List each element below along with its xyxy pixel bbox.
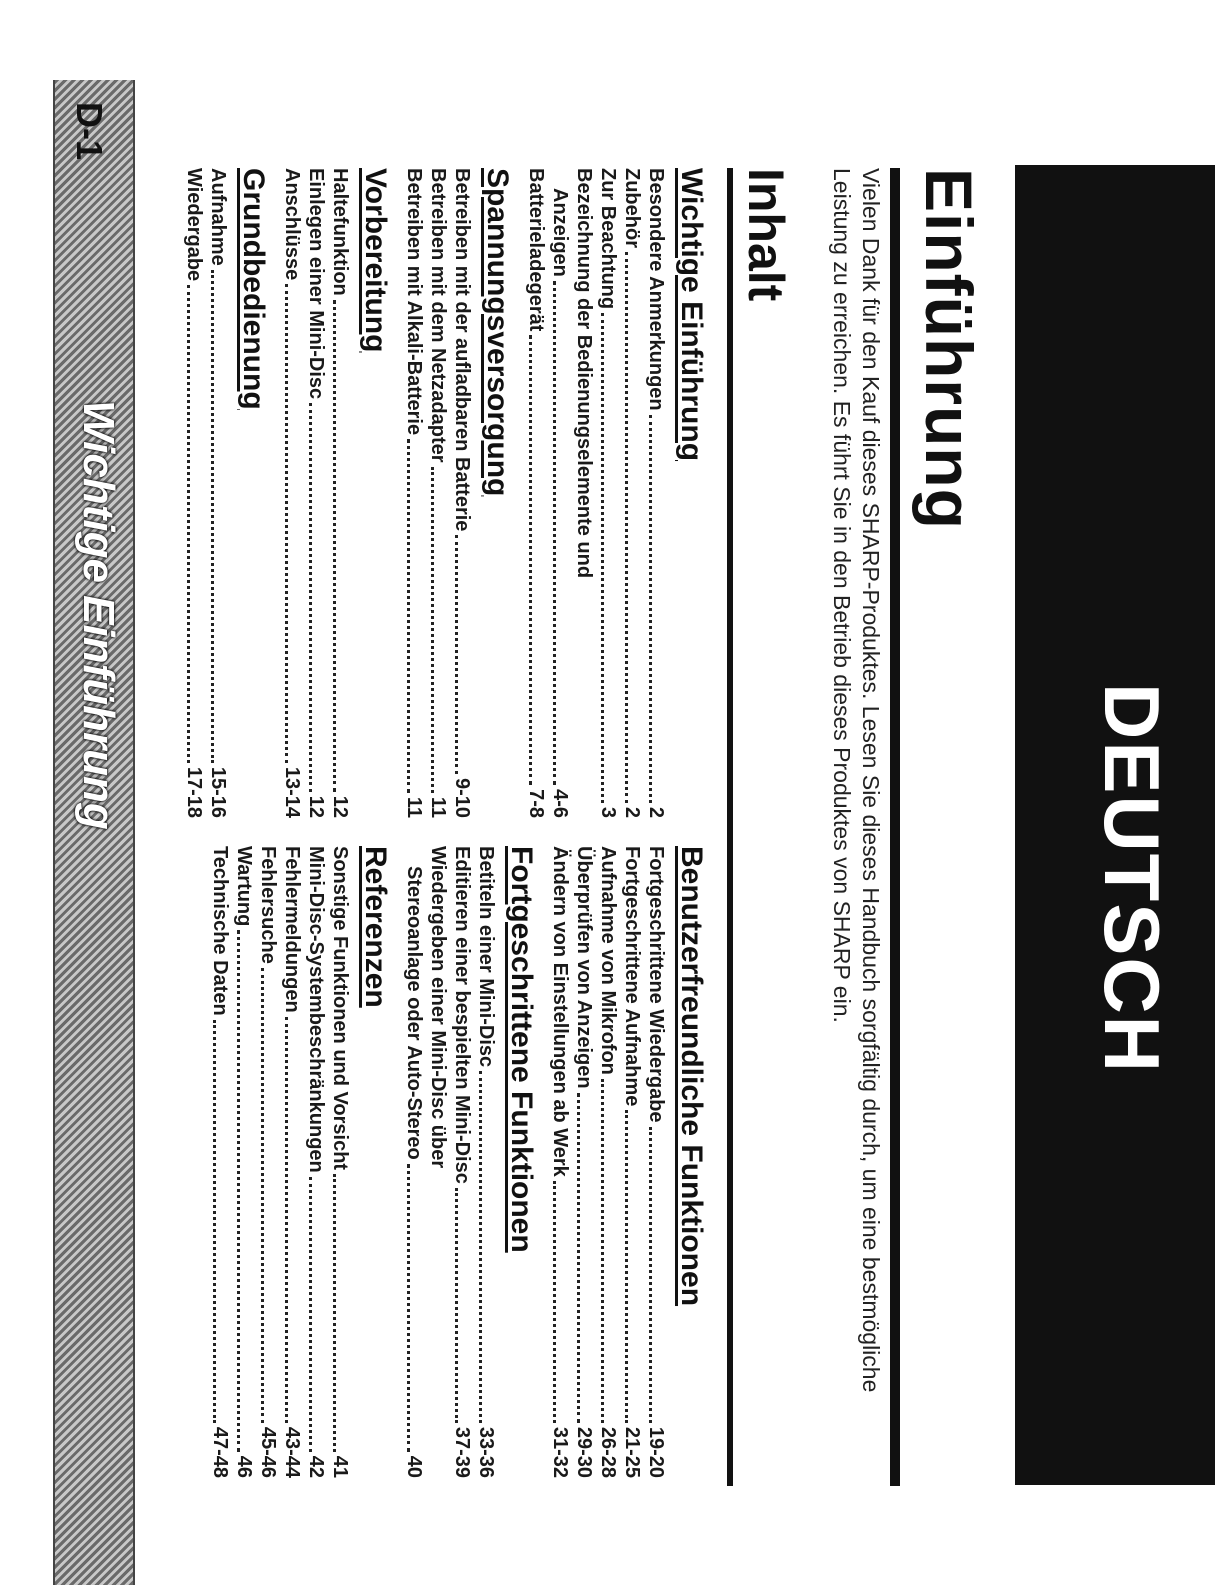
toc-entry-pages: 11 (403, 796, 425, 818)
leader-dots (407, 1164, 410, 1452)
leader-dots (455, 535, 458, 774)
leader-dots (285, 1017, 288, 1423)
leader-dots (625, 252, 628, 803)
leader-dots (649, 1127, 652, 1423)
toc-entry-label: Stereoanlage oder Auto-Stereo (403, 866, 425, 1160)
toc-entry (208, 846, 232, 1478)
toc-entry-label: Editieren einer bespielten Mini-Disc (451, 846, 473, 1184)
chapter-title: Wichtige Einführung (74, 400, 123, 830)
leader-dots (529, 335, 532, 785)
toc-section-heading: Vorbereitung (359, 168, 392, 353)
leader-dots (213, 1020, 216, 1423)
toc-section (402, 846, 538, 1478)
toc-entry (596, 168, 620, 818)
toc-entry-pages: 43-44 (281, 1426, 303, 1478)
toc-entry-pages: 9-10 (451, 777, 473, 818)
toc-entry-label: Anschlüsse (281, 168, 303, 281)
toc-entry (596, 846, 620, 1478)
toc-entry (548, 846, 572, 1478)
toc-entry (328, 846, 352, 1478)
toc-entry-pages: 37-39 (451, 1426, 473, 1478)
toc-entry (572, 846, 596, 1478)
language-label: DEUTSCH (1088, 683, 1176, 1075)
toc-entry-pages: 29-30 (573, 1426, 595, 1478)
toc-entry-pages: 46 (233, 1455, 255, 1478)
toc-entry-label: Überprüfen von Anzeigen (573, 846, 595, 1089)
toc-entry-pages: 41 (329, 1455, 351, 1478)
toc-left-column (172, 168, 710, 818)
leader-dots (309, 403, 312, 792)
toc-entry-pages: 21-25 (621, 1426, 643, 1478)
toc-entry (304, 846, 328, 1478)
page-number: D-1 (69, 102, 110, 161)
toc-section-heading: Fortgeschrittene Funktionen (505, 846, 538, 1253)
toc-section (208, 846, 392, 1478)
toc-section-heading: Wichtige Einführung (675, 168, 708, 462)
toc-entry-label: Fortgeschrittene Wiedergabe (645, 846, 667, 1123)
toc-entry (524, 168, 548, 818)
toc-entry-pages: 13-14 (281, 766, 303, 818)
toc-entry-pages: 19-20 (645, 1426, 667, 1478)
toc-entry (304, 168, 328, 818)
leader-dots (625, 1110, 628, 1422)
toc-entry-pages: 33-36 (475, 1426, 497, 1478)
toc-entry-label: Anzeigen (549, 188, 571, 277)
toc-entry-pages: 11 (427, 796, 449, 818)
toc-entry (644, 168, 668, 818)
toc-section-heading: Spannungsversorgung (481, 168, 514, 497)
leader-dots (333, 1174, 336, 1452)
leader-dots (455, 1188, 458, 1423)
toc-entry-pages: 12 (305, 795, 327, 818)
toc-right-column (198, 846, 710, 1478)
toc-entry-label: Ändern von Einstellungen ab Werk (549, 846, 571, 1177)
leader-dots (309, 1177, 312, 1452)
toc-entry-label: Fehlermeldungen (281, 846, 303, 1013)
chapter-banner (53, 80, 135, 1585)
leader-dots (553, 1181, 556, 1423)
toc-entry-pages: 31-32 (549, 1426, 571, 1478)
toc-entry-pages: 4-6 (549, 789, 571, 818)
toc-entry-pages: 2 (645, 806, 667, 818)
leader-dots (431, 467, 434, 793)
toc-entry-label: Batterieladegerät (525, 168, 547, 332)
toc-entry (644, 846, 668, 1478)
toc-entry-pages: 45-46 (257, 1426, 279, 1478)
leader-dots (577, 1093, 580, 1423)
toc-entry (402, 846, 426, 1478)
toc-entry-label: Besondere Anmerkungen (645, 168, 667, 411)
toc-entry-label: Wiedergabe (183, 168, 205, 282)
toc-divider (727, 168, 733, 1486)
toc-entry (402, 168, 426, 818)
leader-dots (407, 439, 410, 793)
toc-entry-pages: 42 (305, 1455, 327, 1478)
toc-section-heading: Benutzerfreundliche Funktionen (675, 846, 708, 1307)
intro-text: Vielen Dank für den Kauf dieses SHARP-Produktes. Lesen Sie dieses Handbuch sorgfältig durch, um eine bestmögliche Leistung zu erreichen. Es führt Sie in den Betrieb dieses Produktes von SHARP ein. (829, 168, 884, 1393)
toc-entry-label: Mini-Disc-Systembeschränkungen (305, 846, 327, 1173)
toc-entry-label: Aufnahme von Mikrofon (597, 846, 619, 1075)
leader-dots (261, 968, 264, 1423)
toc-entry-pages: 15-16 (207, 766, 229, 818)
leader-dots (237, 930, 240, 1451)
toc-entry-pages: 3 (597, 806, 619, 818)
toc-section (548, 846, 708, 1478)
toc-entry-label: Betreiben mit der aufladbaren Batterie (451, 168, 473, 532)
toc-entry-label: Aufnahme (207, 168, 229, 266)
language-banner (1015, 165, 1215, 1485)
toc-entry-label: Fortgeschrittene Aufnahme (621, 846, 643, 1107)
leader-dots (553, 281, 556, 785)
toc-entry (280, 846, 304, 1478)
toc-section (402, 168, 514, 818)
toc-entry (450, 846, 474, 1478)
toc-entry-pages: 2 (621, 806, 643, 818)
intro-title: Einführung (912, 168, 986, 530)
toc-entry-label: Betiteln einer Mini-Disc (475, 846, 497, 1068)
toc-entry-pages: 47-48 (209, 1426, 231, 1478)
leader-dots (649, 415, 652, 803)
leader-dots (187, 285, 190, 763)
toc-entry (426, 168, 450, 818)
toc-entry-label: Technische Daten (209, 846, 231, 1016)
toc-entry-pages: 40 (403, 1455, 425, 1478)
toc-section (182, 168, 270, 818)
toc-entry-label: Zubehör (621, 168, 643, 248)
toc-entry-pages: 7-8 (525, 789, 547, 818)
toc-entry (206, 168, 230, 818)
toc-entry (280, 168, 304, 818)
toc-entry-label: Wartung (233, 846, 255, 927)
leader-dots (601, 313, 604, 803)
leader-dots (479, 1071, 482, 1423)
toc-section-heading: Referenzen (359, 846, 392, 1008)
toc-entry (450, 168, 474, 818)
toc-section (524, 168, 708, 818)
leader-dots (333, 300, 336, 792)
toc-entry (620, 846, 644, 1478)
toc-entry-label: Bezeichnung der Bedienungselemente und (573, 168, 595, 579)
leader-dots (601, 1079, 604, 1423)
toc-entry-label: Sonstige Funktionen und Vorsicht (329, 846, 351, 1171)
intro-divider (890, 168, 900, 1486)
toc-entry-label: Betreiben mit Alkali-Batterie (403, 168, 425, 436)
toc-entry-pages: 12 (329, 795, 351, 818)
toc-entry-label: Betreiben mit dem Netzadapter (427, 168, 449, 463)
toc-entry-label: Einlegen einer Mini-Disc (305, 168, 327, 400)
toc-entry (474, 846, 498, 1478)
toc-entry (620, 168, 644, 818)
toc-entry (232, 846, 256, 1478)
toc-section (280, 168, 392, 818)
toc-entry-pages: 17-18 (183, 766, 205, 818)
leader-dots (211, 270, 214, 763)
toc-entry (182, 168, 206, 818)
toc-entry-label: Fehlersuche (257, 846, 279, 964)
toc-entry-label: Wiedergeben einer Mini-Disc über (427, 846, 449, 1169)
toc-section-heading: Grundbedienung (237, 168, 270, 410)
toc-entry (256, 846, 280, 1478)
toc-entry-pages: 26-28 (597, 1426, 619, 1478)
toc-entry-label: Zur Beachtung (597, 168, 619, 310)
toc-entry (548, 168, 572, 818)
toc-entry (328, 168, 352, 818)
toc-entry-label: Haltefunktion (329, 168, 351, 296)
leader-dots (285, 284, 288, 763)
toc-title: Inhalt (738, 168, 794, 302)
